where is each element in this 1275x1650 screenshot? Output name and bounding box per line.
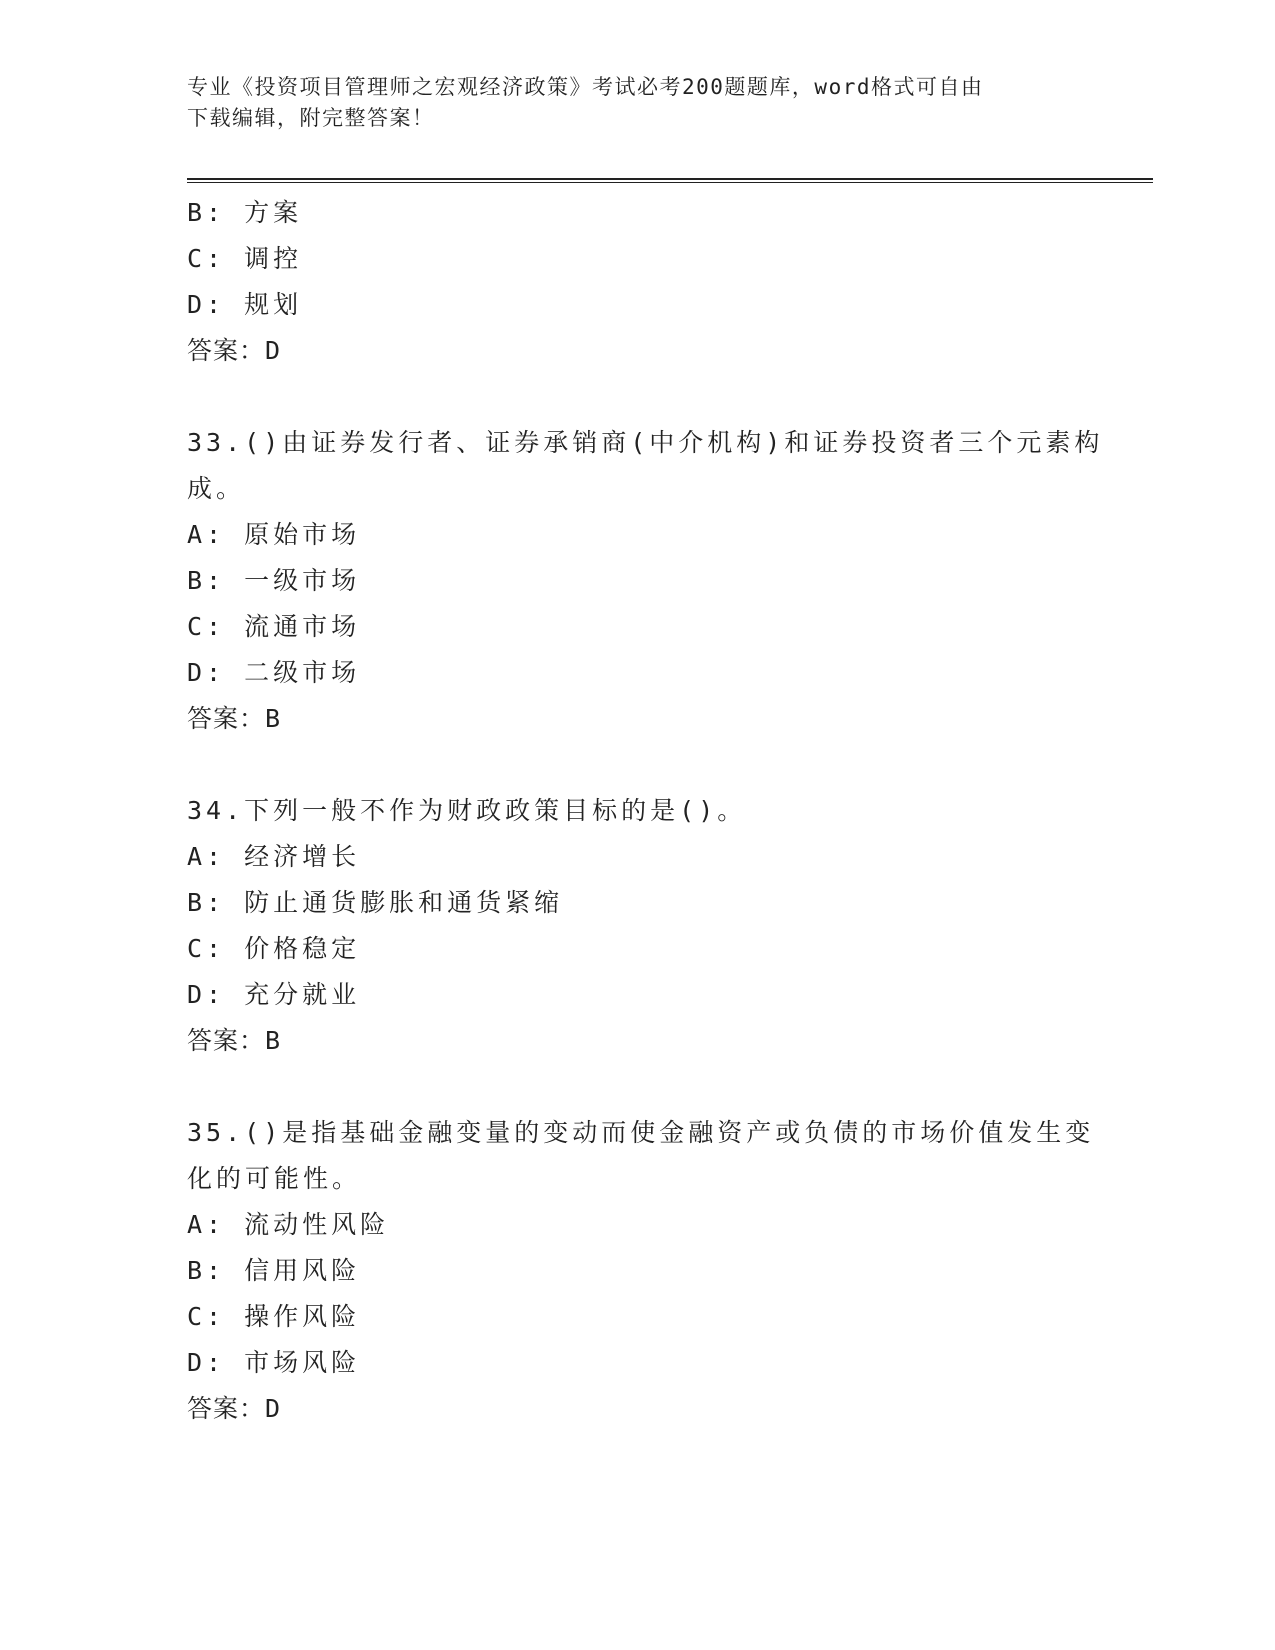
q32-answer-value: D xyxy=(265,336,281,365)
header-divider xyxy=(187,178,1153,183)
q33-option-c: C: 流通市场 xyxy=(187,612,361,641)
header-line-2: 下载编辑，附完整答案！ xyxy=(187,106,435,130)
q33-option-d: D: 二级市场 xyxy=(187,658,361,687)
q33-answer xyxy=(187,704,280,734)
q32-answer xyxy=(187,336,280,366)
q32-option-d: D: 规划 xyxy=(187,290,303,319)
q35-option-a: A: 流动性风险 xyxy=(187,1210,390,1239)
q34-stem-line-1: 34.下列一般不作为财政政策目标的是()。 xyxy=(187,796,747,825)
q33-answer-value: B xyxy=(265,704,281,733)
q33-stem-line-2: 成。 xyxy=(187,474,246,503)
document-header xyxy=(187,72,1067,134)
q35-answer-value: D xyxy=(265,1394,281,1423)
q35-option-c: C: 操作风险 xyxy=(187,1302,361,1331)
q34-answer-label: 答案： xyxy=(187,1026,266,1055)
header-line-1: 专业《投资项目管理师之宏观经济政策》考试必考200题题库，word格式可自由 xyxy=(187,75,984,99)
q34-option-b: B: 防止通货膨胀和通货紧缩 xyxy=(187,888,564,917)
q34-option-a: A: 经济增长 xyxy=(187,842,361,871)
q33-answer-label: 答案： xyxy=(187,704,266,733)
q35-stem-line-1: 35.()是指基础金融变量的变动而使金融资产或负债的市场价值发生变 xyxy=(187,1118,1095,1147)
q32-option-b: B: 方案 xyxy=(187,198,303,227)
q35-answer xyxy=(187,1394,280,1424)
q32-answer-label: 答案： xyxy=(187,336,266,365)
q34-answer xyxy=(187,1026,280,1056)
q33-option-a: A: 原始市场 xyxy=(187,520,361,549)
q33-option-b: B: 一级市场 xyxy=(187,566,361,595)
q34-answer-value: B xyxy=(265,1026,281,1055)
q34-option-c: C: 价格稳定 xyxy=(187,934,361,963)
q35-answer-label: 答案： xyxy=(187,1394,266,1423)
q34-option-d: D: 充分就业 xyxy=(187,980,361,1009)
q35-option-b: B: 信用风险 xyxy=(187,1256,361,1285)
q35-option-d: D: 市场风险 xyxy=(187,1348,361,1377)
q33-stem-line-1: 33.()由证券发行者、证券承销商(中介机构)和证券投资者三个元素构 xyxy=(187,428,1104,457)
q35-stem-line-2: 化的可能性。 xyxy=(187,1164,362,1193)
q32-option-c: C: 调控 xyxy=(187,244,303,273)
